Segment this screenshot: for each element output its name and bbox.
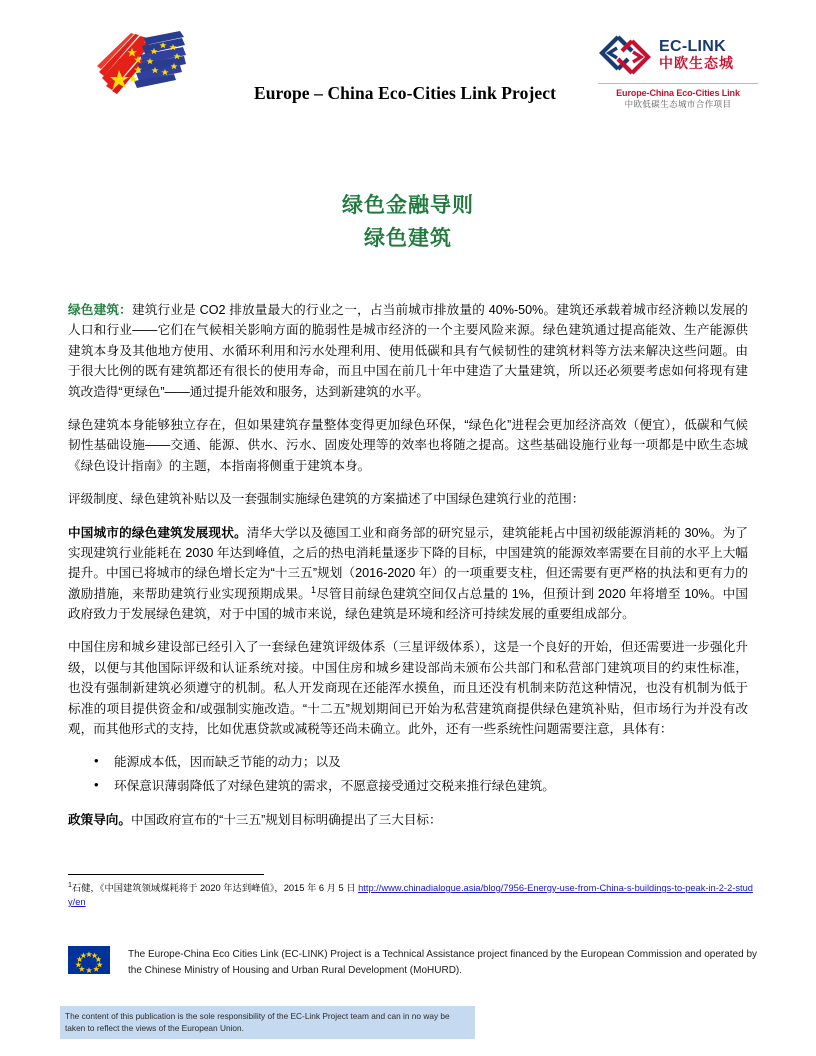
paragraph-text-4b: 尽管目前绿色建筑空间仅占总量的 1%，但预计到 2020 年将增至 10%。中国政府致力于发展绿色建筑，对于中国的城市来说，绿色建筑是环境和经济可持续发展的重要组成部分。	[68, 586, 749, 622]
paragraph-2: 绿色建筑本身能够独立存在，但如果建筑存量整体变得更加绿色环保，“绿色化”进程会更加经济高效（便宜），低碳和气候韧性基础设施——交通、能源、供水、污水、固废处理等的效率也将随之提高。这些基础设施行业每一项都是中欧生态城《绿色设计指南》的主题，本指南将侧重于建筑本身。	[68, 417, 748, 473]
document-footer	[68, 946, 758, 978]
project-title	[210, 14, 600, 114]
paragraph-lead-green-building: 绿色建筑：	[68, 303, 132, 317]
paragraph-green-building	[68, 300, 748, 402]
china-eu-flag-logo	[88, 28, 192, 100]
ec-link-brand-en: EC-LINK	[659, 38, 726, 56]
footnote-marker: 1	[68, 881, 72, 889]
paragraph-lead-policy-direction: 政策导向。	[68, 812, 131, 827]
ec-link-brand-cn: 中欧生态城	[659, 55, 734, 72]
paragraph-china-status	[68, 523, 748, 625]
footnote-link[interactable]: http://www.chinadialogue.asia/blog/7956-Energy-use-from-China-s-buildings-to-peak-in-2-2-study/en	[68, 883, 753, 907]
paragraph-text-1: 建筑行业是 CO2 排放量最大的行业之一，占当前城市排放量的 40%-50%。建筑还承载着城市经济赖以发展的人口和行业——它们在气候相关影响方面的脆弱性是城市经济的一个主要风险来源。绿色建筑通过提高能效、生产能源供建筑本身及其他地方使用、水循环利用和污水处理利用、使用低碳和具有气候韧性的建筑材料等方法来解决这些问题。由于很大比例的既有建筑都还有很长的使用寿命，而且中国在前几十年中建造了大量建筑，所以还必须要考虑如何将现有建筑改造得“更绿色”——通过提升能效和服务，达到新建筑的水平。	[68, 303, 749, 399]
footnote-reference-1[interactable]: 1	[311, 584, 317, 595]
paragraph-policy-direction	[68, 810, 748, 830]
footnote-citation: 石健，《中国建筑领域煤耗将于 2020 年达到峰值》，2015 年 6 月 5 日	[71, 883, 359, 893]
ec-logo-divider	[598, 83, 758, 84]
footer-funding-text: The Europe-China Eco Cities Link (EC-LINK) Project is a Technical Assistance project financed by the European Commission and operated by the Chinese Ministry of Housing and Urban Rural Development (MoHURD).	[128, 949, 758, 976]
footnote-1	[68, 882, 758, 910]
list-item: • 环保意识薄弱降低了对绿色建筑的需求，不愿意接受通过交税来推行绿色建筑。	[114, 776, 748, 796]
paragraph-lead-china-status: 中国城市的绿色建筑发展现状。	[68, 525, 247, 540]
ec-link-mark-icon	[598, 33, 652, 77]
document-title-line-1: 绿色金融导则	[342, 194, 474, 217]
project-title-text: Europe – China Eco-Cities Link Project	[253, 83, 557, 103]
eu-flag	[68, 946, 110, 974]
paragraph-text-6: 中国政府宣布的“十三五”规划目标明确提出了三大目标：	[130, 812, 442, 827]
document-title-line-2: 绿色建筑	[364, 226, 452, 250]
document-header	[0, 14, 816, 114]
paragraph-3: 评级制度、绿色建筑补贴以及一套强制实施绿色建筑的方案描述了中国绿色建筑行业的范围：	[68, 492, 585, 507]
ec-link-subtitle-en: Europe-China Eco-Cities Link	[616, 88, 740, 98]
list-item: • 能源成本低，因而缺乏节能的动力；以及	[114, 752, 748, 772]
ec-link-subtitle-cn: 中欧低碳生态城市合作项目	[624, 99, 732, 110]
paragraph-text-4a: 清华大学以及德国工业和商务部的研究显示，建筑能耗占中国初级能源消耗的 30%。为了实现建筑行业能耗在 2030 年达到峰值，之后的热电消耗量逐步下降的目标，中国建筑的能源效率需要在目前的水平上大幅提升。中国已将城市的绿色增长定为“十三五”规划（2016-2020 年）的一项重要支柱，但还需要有更严格的执法和更有力的激励措施，来帮助建筑行业实现预期成果。	[68, 525, 749, 601]
paragraph-5: 中国住房和城乡建设部已经引入了一套绿色建筑评级体系（三星评级体系），这是一个良好的开始，但还需要进一步强化升级，以便与其他国际评级和认证系统对接。中国住房和城乡建设部尚未颁布公共部门和私营部门建筑项目的约束性标准，也没有强制新建筑必须遵守的机制。私人开发商现在还能浑水摸鱼，而且还没有机制来防范这种情况，也没有机制为低于标准的项目提供资金和/或强制实施改造。“十二五”规划期间已开始为私营建筑商提供绿色建筑补贴，但市场行为并没有改观，而其他形式的支持，比如优惠贷款或减税等还尚未确立。此外，还有一些系统性问题需要注意，具体有：	[68, 640, 748, 737]
document-title	[0, 190, 816, 255]
disclaimer-banner	[60, 1006, 475, 1039]
ec-link-logo	[598, 30, 758, 116]
document-body	[68, 300, 748, 843]
footnote-separator	[68, 874, 264, 875]
systemic-issues-list	[68, 752, 748, 795]
disclaimer-text: The content of this publication is the sole responsibility of the EC-Link Project team and can in no way be taken to reflect the views of the European Union.	[65, 1011, 450, 1034]
footnote-area	[68, 874, 758, 910]
